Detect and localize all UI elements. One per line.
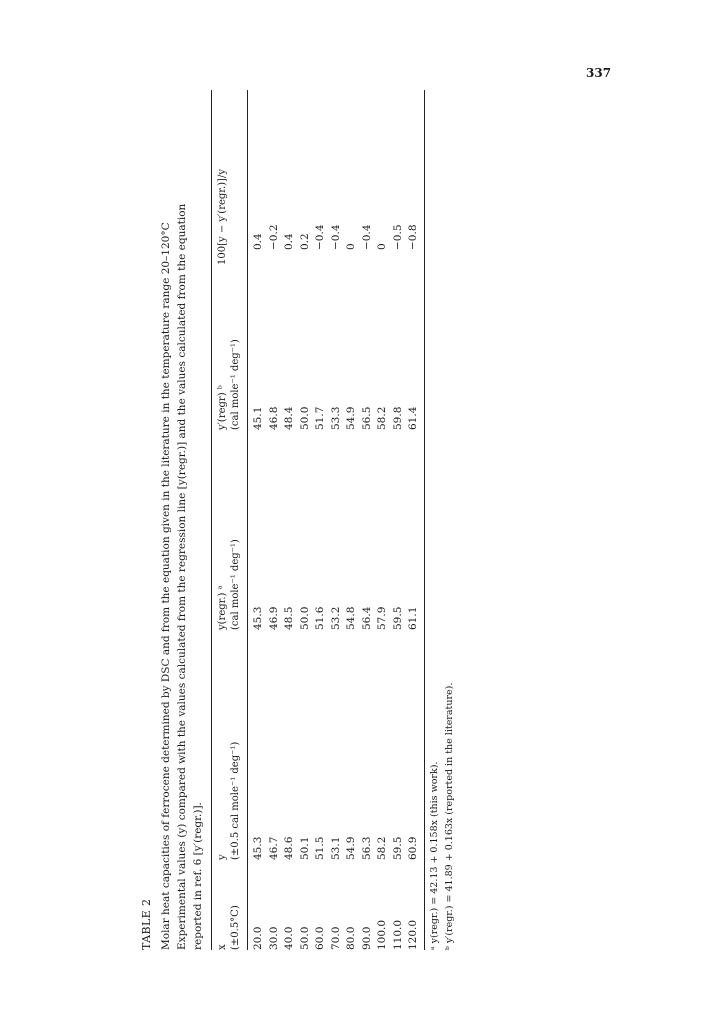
header-x: x (±0.5°C) xyxy=(217,905,241,950)
cell-y: 51.5 xyxy=(314,836,326,860)
cell-deviation: 0.4 xyxy=(252,233,264,250)
cell-deviation: 0.4 xyxy=(283,233,295,250)
cell-y: 48.6 xyxy=(283,836,295,860)
cell-deviation: 0 xyxy=(345,243,357,250)
cell-x: 60.0 xyxy=(314,926,326,950)
cell-y-regr: 50.0 xyxy=(298,606,311,630)
cell-x: 40.0 xyxy=(283,926,295,950)
cell-y-prime-regr: 46.8 xyxy=(267,406,280,430)
cell-deviation: −0.8 xyxy=(407,224,419,250)
cell-y-prime-regr: 61.4 xyxy=(407,406,419,430)
cell-y-prime-regr: 59.8 xyxy=(391,406,404,430)
cell-deviation: −0.4 xyxy=(360,224,373,250)
cell-y-regr: 48.5 xyxy=(283,606,295,630)
cell-x: 90.0 xyxy=(360,926,373,950)
caption-line-3: reported in ref. 6 [y′(regr.)]. xyxy=(192,802,204,950)
cell-y-prime-regr: 48.4 xyxy=(283,406,295,430)
cell-y-prime-regr: 51.7 xyxy=(314,406,326,430)
cell-y-regr: 59.5 xyxy=(391,606,404,630)
cell-y-prime-regr: 53.3 xyxy=(329,406,342,430)
table-label: TABLE 2 xyxy=(140,898,153,950)
cell-y: 59.5 xyxy=(391,836,404,860)
cell-x: 120.0 xyxy=(407,919,419,950)
header-y: y (±0.5 cal mole⁻¹ deg⁻¹) xyxy=(217,741,241,860)
cell-y-regr: 53.2 xyxy=(329,606,342,630)
header-deviation: 100[y − y′(regr.)]/y xyxy=(217,169,228,265)
top-rule xyxy=(211,90,212,950)
cell-x: 30.0 xyxy=(267,926,280,950)
footnote-a: ᵃ y(regr.) = 42.13 + 0.158x (this work). xyxy=(429,761,440,950)
cell-x: 110.0 xyxy=(391,919,404,950)
header-rule xyxy=(247,90,248,950)
cell-y-regr: 57.9 xyxy=(376,606,388,630)
cell-deviation: 0.2 xyxy=(298,233,311,250)
cell-y-regr: 45.3 xyxy=(252,606,264,630)
caption-line-2: Experimental values (y) compared with the values calculated from the regression line [y(regr.)] and the values calculated from the equation xyxy=(176,203,188,950)
cell-deviation: −0.4 xyxy=(329,224,342,250)
cell-deviation: −0.2 xyxy=(267,224,280,250)
cell-y-prime-regr: 50.0 xyxy=(298,406,311,430)
cell-y-prime-regr: 54.9 xyxy=(345,406,357,430)
cell-y-regr: 61.1 xyxy=(407,606,419,630)
footnote-b: ᵇ y′(regr.) = 41.89 + 0.163x (reported in the literature). xyxy=(444,682,455,950)
cell-y: 46.7 xyxy=(267,836,280,860)
cell-y-prime-regr: 45.1 xyxy=(252,406,264,430)
header-y-regr: y(regr.) ᵃ (cal mole⁻¹ deg⁻¹) xyxy=(217,539,241,630)
cell-deviation: −0.5 xyxy=(391,224,404,250)
cell-y: 58.2 xyxy=(376,836,388,860)
header-y-prime-regr: y′(regr) ᵇ (cal mole⁻¹ deg⁻¹) xyxy=(217,339,241,430)
cell-x: 70.0 xyxy=(329,926,342,950)
cell-deviation: 0 xyxy=(376,243,388,250)
cell-x: 50.0 xyxy=(298,926,311,950)
page-number: 337 xyxy=(586,66,612,80)
cell-y-regr: 51.6 xyxy=(314,606,326,630)
cell-deviation: −0.4 xyxy=(314,224,326,250)
cell-x: 100.0 xyxy=(376,919,388,950)
cell-y: 56.3 xyxy=(360,836,373,860)
cell-y-regr: 46.9 xyxy=(267,606,280,630)
cell-y-regr: 54.8 xyxy=(345,606,357,630)
cell-y: 54.9 xyxy=(345,836,357,860)
cell-y-regr: 56.4 xyxy=(360,606,373,630)
bottom-rule xyxy=(424,90,425,950)
caption-line-1: Molar heat capacities of ferrocene determined by DSC and from the equation given in the literature in the temperature range 20–120°C xyxy=(160,222,172,950)
cell-y: 45.3 xyxy=(252,836,264,860)
cell-y: 60.9 xyxy=(407,836,419,860)
cell-x: 20.0 xyxy=(252,926,264,950)
cell-y-prime-regr: 56.5 xyxy=(360,406,373,430)
cell-y: 53.1 xyxy=(329,836,342,860)
rotated-table-block xyxy=(140,90,480,950)
cell-x: 80.0 xyxy=(345,926,357,950)
cell-y-prime-regr: 58.2 xyxy=(376,406,388,430)
cell-y: 50.1 xyxy=(298,836,311,860)
